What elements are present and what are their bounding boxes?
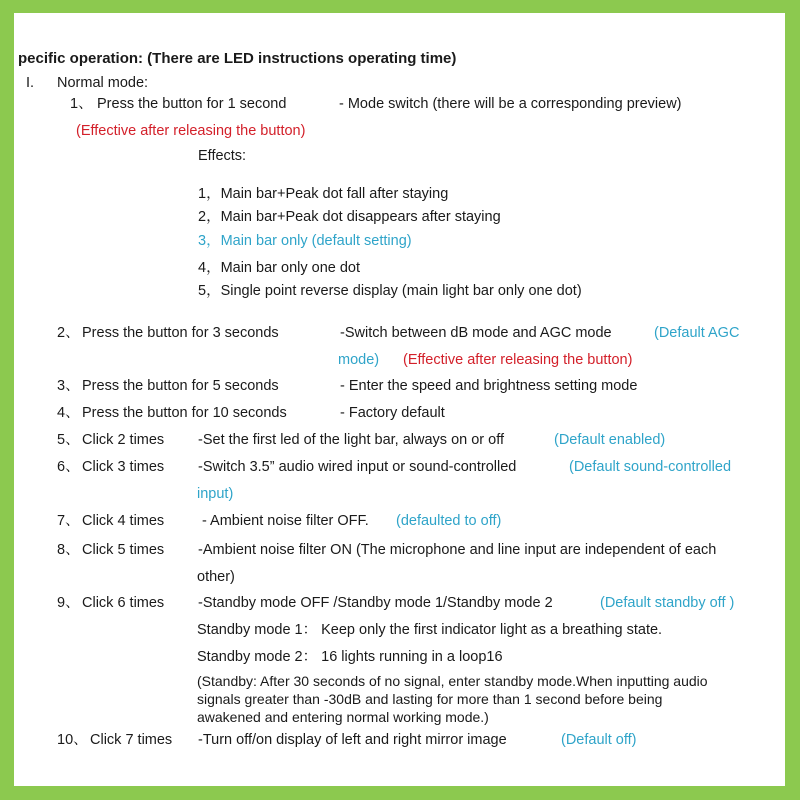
item-4-action: Press the button for 10 seconds — [82, 405, 287, 421]
item-7-description: - Ambient noise filter OFF. — [202, 513, 369, 529]
item-8-number: 8、 — [57, 542, 80, 558]
effect-3 — [198, 232, 412, 250]
item-6-default-line1: (Default sound-controlled — [569, 459, 732, 475]
item-7-action: Click 4 times — [82, 513, 165, 529]
item-3-description: - Enter the speed and brightness setting mode — [340, 378, 638, 394]
item-7-default: (defaulted to off) — [396, 513, 502, 529]
item-2-default-line2: mode) — [338, 352, 380, 368]
item-2-note: (Effective after releasing the button) — [403, 352, 633, 368]
item-6-default-line2: input) — [197, 486, 234, 502]
item-5-default: (Default enabled) — [554, 432, 666, 448]
standby-note-line1: (Standby: After 30 seconds of no signal, enter standby mode.When inputting audio — [197, 673, 708, 689]
standby-note-line3: awakened and entering normal working mode.) — [197, 709, 489, 725]
item-9-default: (Default standby off ) — [600, 595, 735, 611]
effect-4: 4，Main bar only one dot — [198, 260, 361, 276]
item-1-number: 1、 — [70, 96, 93, 112]
effect-3-default-note: (default setting) — [311, 233, 412, 249]
item-3-number: 3、 — [57, 378, 80, 394]
page-title: pecific operation: (There are LED instructions operating time) — [18, 50, 457, 67]
item-7-number: 7、 — [57, 513, 80, 529]
standby-mode-1: Standby mode 1： Keep only the first indicator light as a breathing state. — [197, 622, 663, 638]
section-label: Normal mode: — [57, 75, 149, 91]
effects-label: Effects: — [198, 148, 247, 164]
item-6-number: 6、 — [57, 459, 80, 475]
item-9-action: Click 6 times — [82, 595, 165, 611]
item-5-number: 5、 — [57, 432, 80, 448]
effect-3-text: 3，Main bar only — [198, 233, 308, 249]
item-2-action: Press the button for 3 seconds — [82, 325, 279, 341]
item-8-description-line2: other) — [197, 569, 235, 585]
item-2-default-line1: (Default AGC — [654, 325, 740, 341]
item-10-action: Click 7 times — [90, 732, 173, 748]
item-5-description: -Set the first led of the light bar, always on or off — [198, 432, 505, 448]
effect-5: 5，Single point reverse display (main light bar only one dot) — [198, 283, 582, 299]
item-8-description: -Ambient noise filter ON (The microphone and line input are independent of each — [198, 542, 717, 558]
effect-1: 1，Main bar+Peak dot fall after staying — [198, 186, 449, 202]
standby-mode-2: Standby mode 2： 16 lights running in a loop16 — [197, 649, 503, 665]
item-6-action: Click 3 times — [82, 459, 165, 475]
item-3-action: Press the button for 5 seconds — [82, 378, 279, 394]
item-4-number: 4、 — [57, 405, 80, 421]
item-6-description: -Switch 3.5” audio wired input or sound-controlled — [198, 459, 517, 475]
section-numeral: I. — [26, 75, 35, 91]
item-9-description: -Standby mode OFF /Standby mode 1/Standby mode 2 — [198, 595, 553, 611]
item-10-number: 10、 — [57, 732, 88, 748]
item-9-number: 9、 — [57, 595, 80, 611]
effect-2: 2，Main bar+Peak dot disappears after staying — [198, 209, 501, 225]
item-1-note: (Effective after releasing the button) — [76, 123, 306, 139]
item-1-description: - Mode switch (there will be a corresponding preview) — [339, 96, 682, 112]
item-2-number: 2、 — [57, 325, 80, 341]
item-8-action: Click 5 times — [82, 542, 165, 558]
item-10-description: -Turn off/on display of left and right mirror image — [198, 732, 507, 748]
item-10-default: (Default off) — [561, 732, 637, 748]
standby-note-line2: signals greater than -30dB and lasting for more than 1 second before being — [197, 691, 663, 707]
instruction-sheet — [14, 13, 785, 786]
item-4-description: - Factory default — [340, 405, 445, 421]
item-2-description: -Switch between dB mode and AGC mode — [340, 325, 612, 341]
item-1-action: Press the button for 1 second — [97, 96, 287, 112]
item-5-action: Click 2 times — [82, 432, 165, 448]
